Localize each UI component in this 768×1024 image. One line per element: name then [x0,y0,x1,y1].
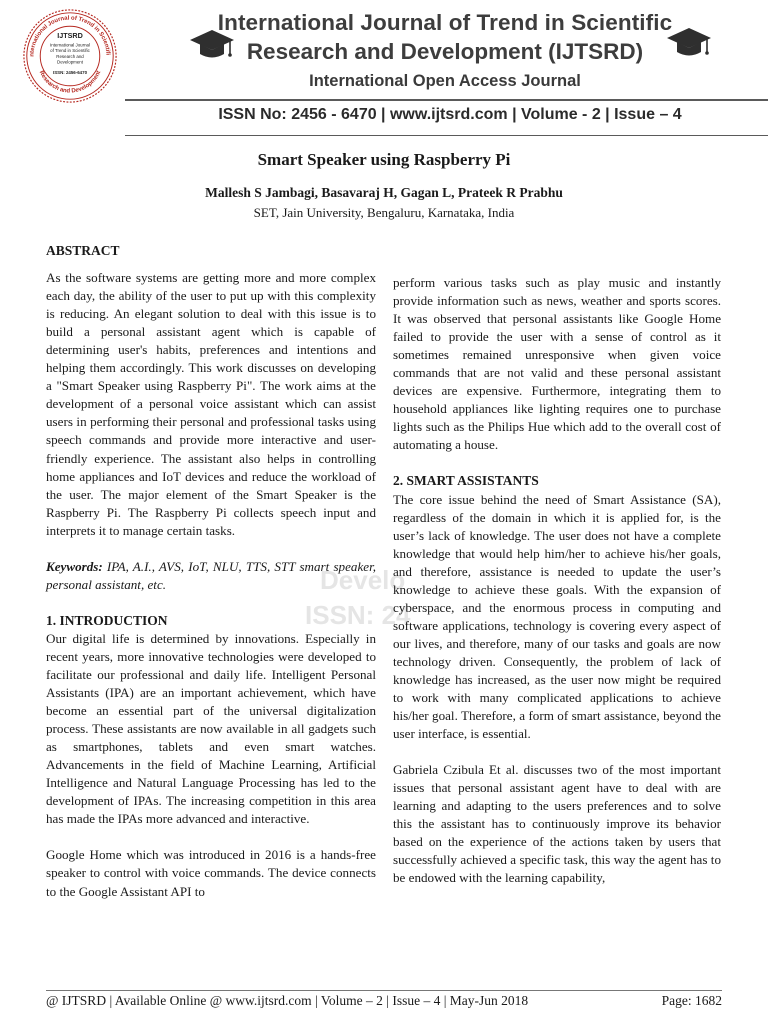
journal-seal-logo [22,8,118,104]
abstract-heading: ABSTRACT [46,243,120,258]
introduction-paragraph: Google Home which was introduced in 2016 is a hands-free speaker to control with voice commands. The device connects to the Google Assistant API to [46,847,376,899]
header-divider [125,99,768,101]
keywords [46,558,376,594]
seal-issn: ISSN: 2456-6470 [52,70,88,76]
left-column [46,242,376,901]
seal-inner-line: International Journal [50,42,90,48]
keywords-label: Keywords: [46,558,103,574]
header-divider [125,135,768,136]
smart-assistants-heading: 2. SMART ASSISTANTS [393,473,539,489]
smart-assistants-paragraph: The core issue behind the need of Smart Assistance (SA), regardless of the domain in which it is applied for, is the user’s lack of knowledge. The user does not have a complete knowledge that would help him/her to achieve his/her goals, and therefore, assistance is needed to update the user’s knowledge to achieve these goals. With the expansion of cyberspace, and the enormous process in computing and software applications, technology is covering every aspect of our lives, and therefore, many of our tasks and goals are now technology driven. Consequently, the problem of lack of knowledge has increased, as the user now might be required to work with many complicated applications to achieve his/her goal. Therefore, a form of smart assistance, beyond the user interface, is essential. [393,491,721,742]
watermark-text: ISSN: 24 [305,600,411,630]
paper-title: Smart Speaker using Raspberry Pi [257,150,511,169]
issn-volume-line: ISSN No: 2456 - 6470 | www.ijtsrd.com | Volume - 2 | Issue – 4 [218,106,682,123]
smart-assistants-paragraph: Gabriela Czibula Et al. discusses two of the most important issues that personal assistant agent have to deal with are learning and adapting to the users preferences and to solve this the assistant has to continuously improve its behavior based on the experience of the actions taken by users that successfully achieved a specific task, this way the agent has to be endowed with the learning capability, [393,762,721,886]
journal-title-line1: International Journal of Trend in Scientific [217,10,673,35]
paper-authors: Mallesh S Jambagi, Basavaraj H, Gagan L, Prateek R Prabhu [205,185,563,200]
seal-inner-line: of Trend in Scientific [50,48,90,54]
introduction-paragraph: Our digital life is determined by innovations. Especially in recent years, more innovative technologies were developed to facilitate our professional and daily life. Intelligent Personal Assistants (IPA) are an important achievement, which have become an essential part of the universal digitalization process. These assistants are now available in all gadgets such as smartphones, tablets and even smart watches. Advancements in the field of Machine Learning, Artificial Intelligence and Natural Language Processing has led to the development of IPAs. The increasing competition in this area has made the IPAs more advanced and interactive. [46,630,376,827]
abstract-text: As the software systems are getting more and more complex each day, the ability of the user to put up with this complexity is reducing. An elegant solution to deal with this issue is to build a personal assistant agent which is capable of determining user's habits, preferences and intentions and helping them accordingly. This work discusses on developing a "Smart Speaker using Raspberry Pi". The work aims at the development of a personal voice assistant which can assist users in performing their personal and professional tasks using speech commands and provide more interactive and user-friendly experience. The assistant also helps in controlling home appliances and IoT devices and reduce the workload of the user. The major element of the Smart Speaker is the Raspberry Pi. The Raspberry Pi collects speech input and interprets it to manage certain tasks. [46,270,376,538]
journal-title-line2: Research and Development (IJTSRD) [246,39,644,64]
right-column [393,274,721,888]
page-number: Page: 1682 [661,993,722,1008]
introduction-continued: perform various tasks such as play music and instantly provide information such as news, weather and sports scores. It was observed that personal assistants like Google Home failed to provide the user with a sense of control as it sometimes remained unresponsive when given voice commands that are not valid and these personal assistant devices are expensive. Furthermore, integrating them to household appliances like lighting requires one to purchase lights such as the Philips Hue which add to the overall cost of automating a house. [393,275,721,453]
footer-divider [46,990,722,991]
introduction-heading: 1. INTRODUCTION [46,612,168,628]
seal-ring-text: nternational Journal of Trend in Scientifi [29,15,111,57]
seal-inner-line: Development [57,59,83,65]
seal-abbr: IJTSRD [57,30,83,40]
watermark-text: Develo [320,565,406,595]
paper-affiliation: SET, Jain University, Bengaluru, Karnataka, India [253,205,515,220]
footer-citation: @ IJTSRD | Available Online @ www.ijtsrd.com | Volume – 2 | Issue – 4 | May-Jun 2018 [46,993,529,1008]
seal-ring-text-bottom: Research and Development [37,70,103,95]
keywords-text: IPA, A.I., AVS, IoT, NLU, TTS, STT smart speaker, personal assistant, etc. [46,558,376,592]
open-access-label: International Open Access Journal [309,72,581,90]
seal-inner-line: Research and [56,53,84,59]
